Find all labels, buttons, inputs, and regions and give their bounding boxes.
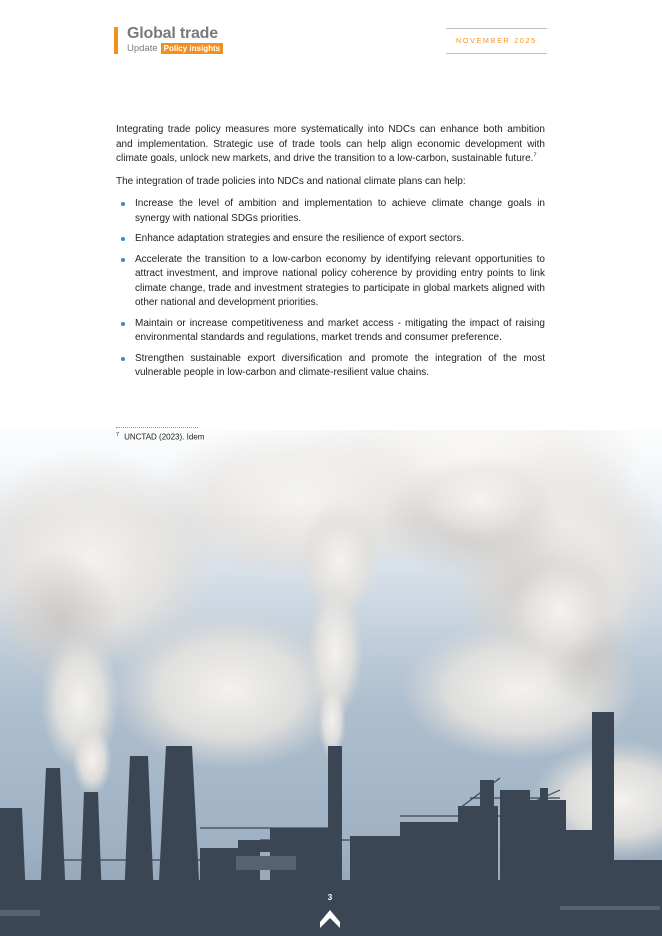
list-item-text: Maintain or increase competitiveness and market access - mitigating the impact of raising environmental standards and regulations, market trends and consumer preference. [135,317,545,343]
list-item [116,232,545,247]
publication-date: NOVEMBER 2025 [456,37,537,45]
subtitle-row [127,43,223,54]
footnote [116,432,204,442]
list-item-text: Strengthen sustainable export diversification and promote the integration of the most vulnerable people in low-carbon and climate-resilient value chains. [135,352,545,378]
footnote-divider [116,427,198,428]
policy-insights-badge: Policy insights [161,43,223,54]
page-number: 3 [327,893,333,902]
intro-paragraph [116,123,545,167]
list-item-text: Increase the level of ambition and implementation to achieve climate change goals in synergy with national SDGs priorities. [135,198,545,224]
list-item [116,352,545,381]
date-box [446,28,547,54]
intro-text: Integrating trade policy measures more systematically into NDCs can enhance both ambition and implementation. Strategic use of trade tools can help align economic development with climate goals, unlock new markets, and drive the transition to a low-carbon, sustainable future. [116,124,545,164]
list-item-text: Enhance adaptation strategies and ensure the resilience of export sectors. [135,233,465,244]
list-item [116,197,545,226]
chevron-up-icon[interactable] [319,909,341,929]
main-content [116,123,545,387]
bullet-icon [121,322,125,326]
bullet-icon [121,258,125,262]
lead-paragraph: The integration of trade policies into NDCs and national climate plans can help: [116,175,466,187]
publication-title: Global trade [127,25,218,42]
header-accent-bar [114,27,118,54]
list-item [116,253,545,311]
bullet-list [116,197,545,381]
bullet-icon [121,237,125,241]
footnote-text: UNCTAD (2023). Idem [124,432,205,442]
publication-subtitle: Update [127,43,158,54]
footnote-reference[interactable]: 7 [533,152,537,159]
footnote-number: 7 [116,432,120,438]
list-item [116,317,545,346]
bullet-icon [121,357,125,361]
list-item-text: Accelerate the transition to a low-carbon economy by identifying relevant opportunities to attract investment, and improve national policy coherence by providing entry points to link climate change, trade and investment strategies to participate in global markets aligned with other national and development priorities. [135,253,545,308]
bullet-icon [121,202,125,206]
